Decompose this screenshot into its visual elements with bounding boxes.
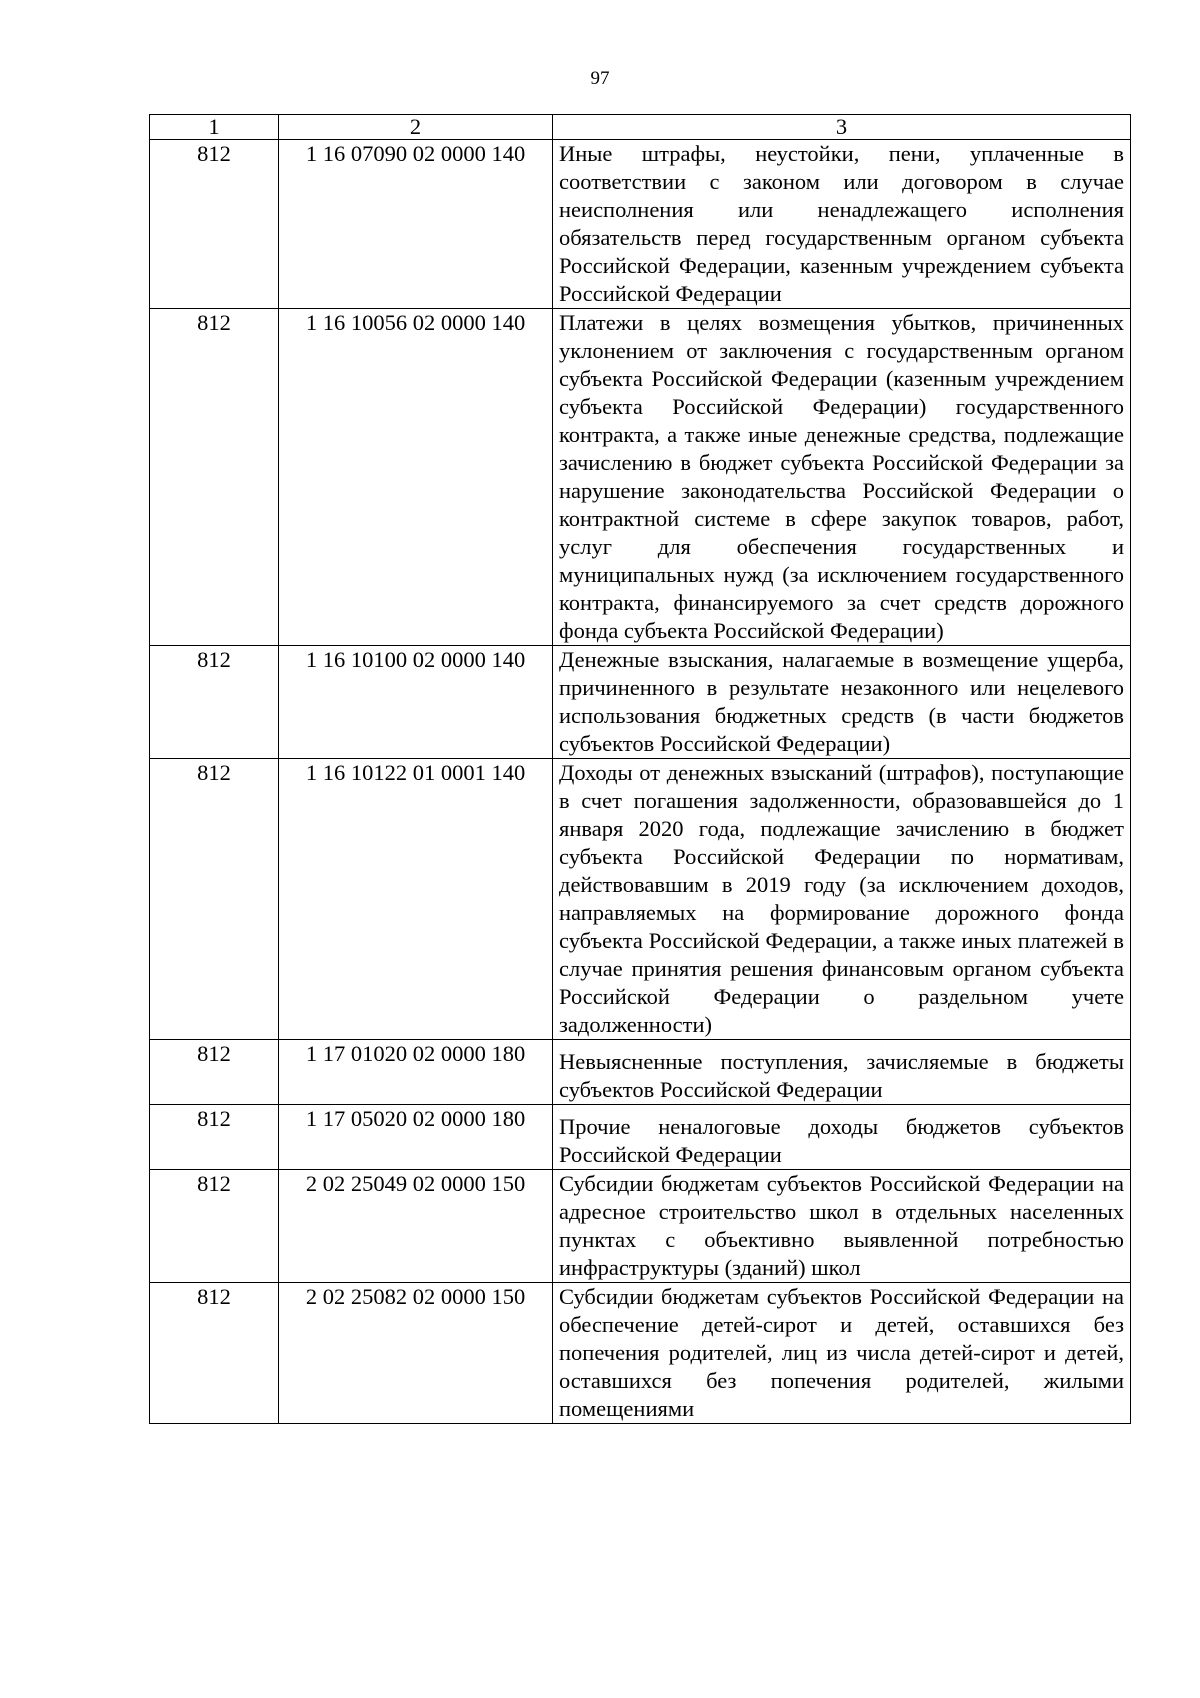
budget-code-cell: 1 16 10122 01 0001 140 xyxy=(279,759,553,1040)
column-header-2: 2 xyxy=(279,115,553,140)
description-cell: Денежные взыскания, налагаемые в возмещение ущерба, причиненного в результате незаконного или нецелевого использования бюджетных средств (в части бюджетов субъектов Российской Федерации) xyxy=(553,646,1131,759)
table-row xyxy=(150,646,1131,759)
table-row xyxy=(150,309,1131,646)
admin-code-cell: 812 xyxy=(150,309,279,646)
budget-code-cell: 1 17 05020 02 0000 180 xyxy=(279,1105,553,1170)
table-row xyxy=(150,1105,1131,1170)
table-row xyxy=(150,140,1131,309)
header-row xyxy=(150,115,1131,140)
description-cell: Доходы от денежных взысканий (штрафов), поступающие в счет погашения задолженности, образовавшейся до 1 января 2020 года, подлежащие зачислению в бюджет субъекта Российской Федерации по нормативам, действовавшим в 2019 году (за исключением доходов, направляемых на формирование дорожного фонда субъекта Российской Федерации, а также иных платежей в случае принятия решения финансовым органом субъекта Российской Федерации о раздельном учете задолженности) xyxy=(553,759,1131,1040)
description-cell: Прочие неналоговые доходы бюджетов субъектов Российской Федерации xyxy=(553,1105,1131,1170)
admin-code-cell: 812 xyxy=(150,140,279,309)
table-row xyxy=(150,1040,1131,1105)
admin-code-cell: 812 xyxy=(150,646,279,759)
admin-code-cell: 812 xyxy=(150,1170,279,1283)
page-number: 97 xyxy=(590,68,610,89)
description-cell: Субсидии бюджетам субъектов Российской Федерации на адресное строительство школ в отдельных населенных пунктах с объективно выявленной потребностью инфраструктуры (зданий) школ xyxy=(553,1170,1131,1283)
admin-code-cell: 812 xyxy=(150,759,279,1040)
admin-code-cell: 812 xyxy=(150,1105,279,1170)
budget-code-cell: 2 02 25049 02 0000 150 xyxy=(279,1170,553,1283)
admin-code-cell: 812 xyxy=(150,1283,279,1424)
revenue-codes-table xyxy=(149,114,1131,1424)
budget-code-cell: 1 17 01020 02 0000 180 xyxy=(279,1040,553,1105)
budget-code-cell: 1 16 10056 02 0000 140 xyxy=(279,309,553,646)
table-row xyxy=(150,1170,1131,1283)
description-cell: Платежи в целях возмещения убытков, причиненных уклонением от заключения с государственным органом субъекта Российской Федерации (казенным учреждением субъекта Российской Федерации) государственного контракта, а также иные денежные средства, подлежащие зачислению в бюджет субъекта Российской Федерации за нарушение законодательства Российской Федерации о контрактной системе в сфере закупок товаров, работ, услуг для обеспечения государственных и муниципальных нужд (за исключением государственного контракта, финансируемого за счет средств дорожного фонда субъекта Российской Федерации) xyxy=(553,309,1131,646)
budget-code-cell: 2 02 25082 02 0000 150 xyxy=(279,1283,553,1424)
table-row xyxy=(150,1283,1131,1424)
description-cell: Невыясненные поступления, зачисляемые в бюджеты субъектов Российской Федерации xyxy=(553,1040,1131,1105)
budget-code-cell: 1 16 07090 02 0000 140 xyxy=(279,140,553,309)
column-header-3: 3 xyxy=(553,115,1131,140)
table-row xyxy=(150,759,1131,1040)
budget-code-cell: 1 16 10100 02 0000 140 xyxy=(279,646,553,759)
description-cell: Субсидии бюджетам субъектов Российской Федерации на обеспечение детей-сирот и детей, оставшихся без попечения родителей, лиц из числа детей-сирот и детей, оставшихся без попечения родителей, жилыми помещениями xyxy=(553,1283,1131,1424)
admin-code-cell: 812 xyxy=(150,1040,279,1105)
description-cell: Иные штрафы, неустойки, пени, уплаченные в соответствии с законом или договором в случае неисполнения или ненадлежащего исполнения обязательств перед государственным органом субъекта Российской Федерации, казенным учреждением субъекта Российской Федерации xyxy=(553,140,1131,309)
column-header-1: 1 xyxy=(150,115,279,140)
